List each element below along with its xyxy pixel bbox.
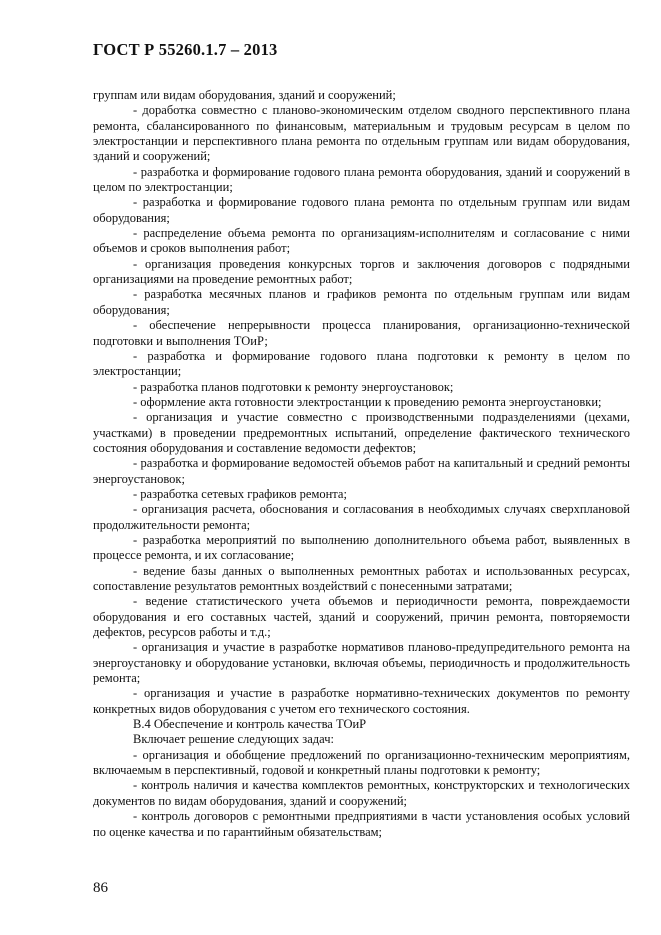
- paragraph: - организация и участие в разработке нормативов планово-предупредительного ремонта на энергоустановку и оборудование установки, включая объемы, периодичность и продолжительность ремонта;: [93, 640, 630, 686]
- document-body: [93, 88, 630, 840]
- paragraph: - доработка совместно с планово-экономическим отделом сводного перспективного плана ремонта, сбалансированного по финансовым, материальным и трудовым ресурсам в целом по электростанции и перспективного плана ремонта по отдельным группам или видам оборудования, зданий и сооружений;: [93, 103, 630, 164]
- paragraph: - контроль договоров с ремонтными предприятиями в части установления особых условий по оценке качества и по гарантийным обязательствам;: [93, 809, 630, 839]
- paragraph: - организация расчета, обоснования и согласования в необходимых случаях сверхплановой продолжительности ремонта;: [93, 502, 630, 532]
- paragraph: - разработка планов подготовки к ремонту энергоустановок;: [133, 379, 454, 394]
- paragraph: - оформление акта готовности электростанции к проведению ремонта энергоустановки;: [133, 394, 602, 409]
- paragraph: - организация и участие совместно с производственными подразделениями (цехами, участками) в проведении предремонтных испытаний, определение фактического технического состояния оборудования и составление ведомости дефектов;: [93, 410, 630, 455]
- paragraph: - ведение базы данных о выполненных ремонтных работах и использованных ресурсах, сопоставление результатов ремонтных воздействий с понесенными затратами;: [93, 563, 630, 593]
- paragraph: Включает решение следующих задач:: [133, 732, 334, 747]
- page-number: 86: [93, 880, 108, 896]
- paragraph: - разработка мероприятий по выполнению дополнительного объема работ, выявленных в процессе ремонта, и их согласование;: [93, 532, 630, 563]
- paragraph: - контроль наличия и качества комплектов ремонтных, конструкторских и технологических документов по видам оборудования, зданий и сооружений;: [93, 778, 630, 808]
- paragraph: - разработка и формирование ведомостей объемов работ на капитальный и средний ремонты энергоустановок;: [93, 456, 630, 486]
- paragraph: - организация проведения конкурсных торгов и заключения договоров с подрядными организациями на проведение ремонтных работ;: [93, 256, 630, 287]
- paragraph: - разработка и формирование годового плана ремонта оборудования, зданий и сооружений в целом по электростанции;: [93, 164, 630, 195]
- paragraph: - разработка и формирование годового плана подготовки к ремонту в целом по электростанции;: [93, 348, 630, 379]
- paragraph: - организация и обобщение предложений по организационно-техническим мероприятиям, включаемым в перспективный, годовой и конкретный планы подготовки к ремонту;: [93, 747, 630, 778]
- paragraph: - организация и участие в разработке нормативно-технических документов по ремонту конкретных видов оборудования с учетом его технического состояния.: [93, 686, 630, 716]
- paragraph: - разработка сетевых графиков ремонта;: [133, 486, 347, 501]
- paragraph: - распределение объема ремонта по организациям-исполнителям и согласование с ними объемов и сроков выполнения работ;: [93, 226, 630, 256]
- paragraph: - ведение статистического учета объемов и периодичности ремонта, повреждаемости оборудования и его составных частей, зданий и сооружений, причин ремонта, повторяемости дефектов, ресурсов работы и т.д.;: [93, 594, 630, 640]
- paragraph: В.4 Обеспечение и контроль качества ТОиР: [133, 717, 367, 732]
- paragraph: группам или видам оборудования, зданий и сооружений;: [93, 88, 396, 102]
- document-header: ГОСТ Р 55260.1.7 – 2013: [93, 40, 278, 59]
- paragraph: - разработка месячных планов и графиков ремонта по отдельным группам или видам оборудования;: [93, 287, 630, 317]
- paragraph: - обеспечение непрерывности процесса планирования, организационно-технической подготовки и выполнения ТОиР;: [93, 318, 630, 348]
- paragraph: - разработка и формирование годового плана ремонта по отдельным группам или видам оборудования;: [93, 195, 630, 225]
